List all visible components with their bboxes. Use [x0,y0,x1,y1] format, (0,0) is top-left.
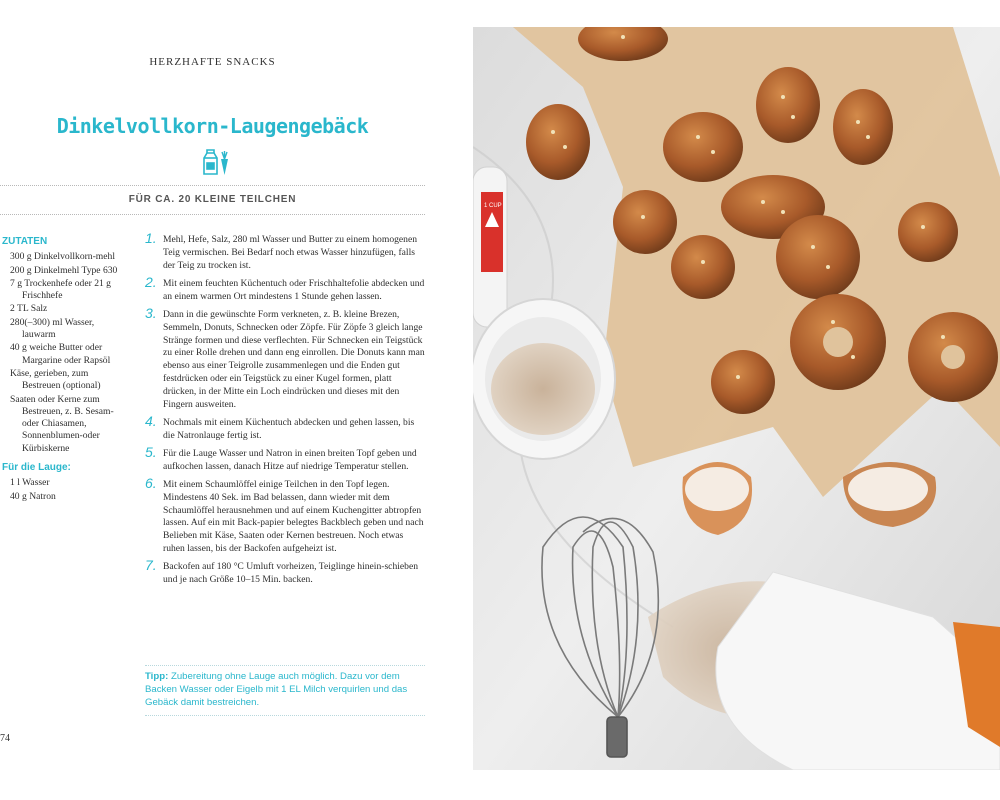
step-number: 5. [145,443,157,460]
step-number: 2. [145,273,157,290]
tip-box [145,665,425,716]
method-steps [145,230,425,592]
step-7 [145,557,425,587]
step-5 [145,443,425,474]
ingredient-item: 7 g Trockenhefe oder 21 g Frischhefe [10,277,111,302]
yield-text: FÜR CA. 20 KLEINE TEILCHEN [128,194,297,205]
step-number: 6. [145,475,157,492]
step-4 [145,412,425,443]
step-text: Backofen auf 180 °C Umluft vorheizen, Teiglinge hinein-schieben und je nach Größe 10–15 Min. backen. [163,561,419,586]
milk-carton-icon [204,150,217,174]
ingredient-item: 1 l Wasser [10,477,50,489]
step-number: 3. [145,304,157,321]
ingredient-item: 300 g Dinkelvollkorn-mehl [10,251,115,263]
ingredients-lauge [2,477,122,503]
step-1 [145,230,425,272]
step-6 [145,475,425,556]
lauge-heading: Für die Lauge: [2,462,71,474]
ingredients-list [2,236,122,504]
step-text: Mit einem feuchten Küchentuch oder Frischhaltefolie abdecken und an einem warmen Ort mindestens 1 Stunde gehen lassen. [163,277,425,302]
step-number: 4. [145,412,157,429]
step-number: 1. [145,230,157,246]
step-text: Mit einem Schaumlöffel einige Teilchen in den Topf legen. Mindestens 40 Sek. im Bad belassen, dann wieder mit dem Schaumlöffel herausnehmen und auf einem Kuchengitter abtropfen lassen. Auf ein mit Back-papier belegtes Backblech geben und nach Belieben mit Käse, Saaten oder Kernen bestreuen. Noch etwas ruhen lassen, bis der Backofen aufgeheizt ist. [163,479,424,555]
tip-text: Zubereitung ohne Lauge auch möglich. Dazu vor dem Backen Wasser oder Eigelb mit 1 EL Milch verquirlen und das Gebäck damit bestreichen. [145,671,408,708]
yield-bar [0,185,425,215]
food-photo [473,27,1000,770]
ingredient-item: 40 g weiche Butter oder Margarine oder Rapsöl [10,342,111,366]
ingredient-item: 40 g Natron [10,490,56,502]
step-text: Nochmals mit einem Küchentuch abdecken und gehen lassen, bis die Natronlauge fertig ist. [163,416,415,441]
ingredient-item: Käse, gerieben, zum Bestreuen (optional) [10,367,101,392]
measuring-cup-label: 1 CUP [484,203,502,209]
recipe-title: Dinkelvollkorn-Laugengebäck [56,114,369,138]
step-number: 7. [145,557,157,574]
ingredient-item: 280(–300) ml Wasser, lauwarm [10,316,95,341]
ingredients-heading: ZUTATEN [2,236,48,247]
ingredients-main [2,251,122,455]
section-label: HERZHAFTE SNACKS [149,56,276,68]
ingredient-item: 2 TL Salz [10,303,48,315]
step-3 [145,304,425,411]
step-text: Mehl, Hefe, Salz, 280 ml Wasser und Butter zu einem homogenen Teig vermischen. Bei Bedarf noch etwas Wasser hinzufügen, falls der Teig zu trocken ist. [163,234,418,271]
step-2 [145,273,425,304]
ingredient-item: Saaten oder Kerne zum Bestreuen, z. B. Sesam- oder Chiasamen, Sonnenblumen-oder Kürbiskerne [10,393,114,454]
ingredient-item: 200 g Dinkelmehl Type 630 [10,264,118,276]
step-text: Für die Lauge Wasser und Natron in einen breiten Topf geben und aufkochen lassen, danach Hitze auf niedrige Temperatur stellen. [163,447,417,472]
tip-label: Tipp: [145,671,169,682]
diet-icons [201,148,231,176]
page-number: 74 [0,733,10,744]
carrot-icon [221,151,228,175]
recipe-page [0,0,470,800]
step-text: Dann in die gewünschte Form verkneten, z. B. kleine Brezen, Semmeln, Donuts, Schnecken oder Zöpfe. Für Zöpfe 3 gleich lange Stränge formen und diese verflechten. Für Schnecken ein Teigstück zu einer Rolle drehen und dann eng einrollen. Die Donuts kann man ebenso aus einer Teigrolle zusammenlegen und die Enden gut festdrücken oder ein Teigstück zu einer Kugel formen, platt drücken, in der Mitte ein Loch eindrücken und dieses mit den Fingern ausweiten. [163,308,425,410]
